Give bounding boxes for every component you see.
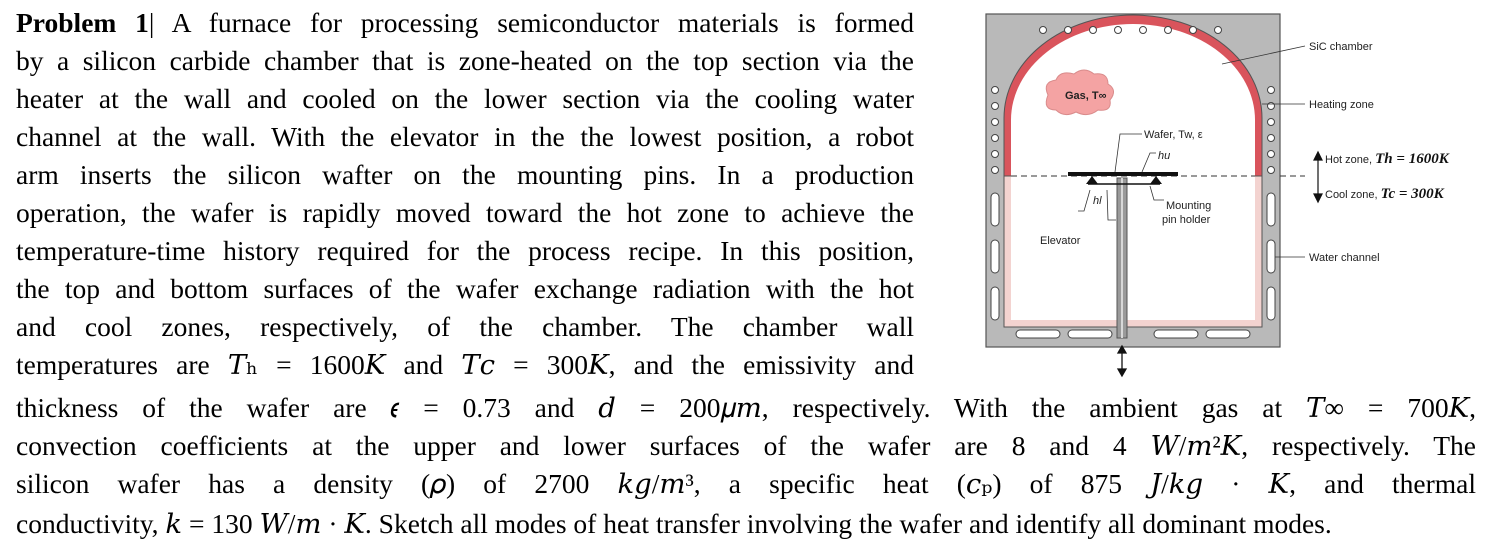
- problem-line-12: convection coefficients at the upper and lower surfaces of the wafer are 8 and 4 𝑊/𝑚²𝐾, respectively. The: [16, 430, 1476, 461]
- problem-line-14: conductivity, 𝑘 = 130 𝑊/𝑚 · 𝐾. Sketch all modes of heat transfer involving the wafer and identify all dominant modes.: [16, 508, 1332, 539]
- elevator-motion-arrow: [1118, 346, 1126, 376]
- zone-arrows: [1314, 152, 1322, 202]
- problem-line-13: silicon wafer has a density (𝜌) of 2700 𝑘𝑔/𝑚³, a specific heat (𝑐ₚ) of 875 𝐽/𝑘𝑔 · 𝐾, and thermal: [16, 468, 1476, 499]
- water-channel-label: Water channel: [1309, 252, 1380, 264]
- problem-line-3: heater at the wall and cooled on the lower section via the cooling water: [16, 83, 914, 114]
- hot-zone-text: Hot zone,: [1325, 154, 1376, 166]
- problem-line-2: by a silicon carbide chamber that is zone-heated on the top section via the: [16, 45, 914, 76]
- hl-label: hl: [1093, 195, 1102, 207]
- problem-line-7: temperature-time history required for the process recipe. In this position,: [16, 235, 914, 266]
- problem-line-10: temperatures are 𝑇ₕ = 1600𝐾 and 𝑇𝑐 = 300𝐾, and the emissivity and: [16, 349, 914, 380]
- inner-cavity-lower: [1011, 176, 1255, 320]
- cool-zone-text: Cool zone,: [1325, 189, 1381, 201]
- problem-line-6: operation, the wafer is rapidly moved toward the hot zone to achieve the: [16, 197, 914, 228]
- cool-zone-equation: Tc = 300K: [1380, 186, 1444, 202]
- hot-zone-equation: Th = 1600K: [1375, 151, 1449, 167]
- sic-chamber-label: SiC chamber: [1309, 41, 1373, 53]
- mounting-label-2: pin holder: [1162, 214, 1211, 226]
- mounting-label-1: Mounting: [1166, 200, 1212, 212]
- problem-line-5: arm inserts the silicon wafter on the mounting pins. In a production: [16, 159, 914, 190]
- wafer-label: Wafer, Tw, ε: [1144, 129, 1203, 141]
- problem-line-1-text: | A furnace for processing semiconductor materials is formed: [148, 7, 914, 38]
- wafer: [1068, 172, 1178, 176]
- furnace-diagram: [970, 0, 1491, 390]
- cool-zone-label: [1325, 186, 1445, 202]
- problem-line-1: [16, 4, 914, 42]
- gas-label: Gas, T∞: [1065, 90, 1107, 102]
- hu-label: hu: [1158, 150, 1171, 162]
- problem-line-4: channel at the wall. With the elevator in the the lowest position, a robot: [16, 121, 914, 152]
- problem-heading: Problem 1: [16, 7, 149, 38]
- heating-zone-label: Heating zone: [1309, 99, 1374, 111]
- problem-line-8: the top and bottom surfaces of the wafer exchange radiation with the hot: [16, 273, 914, 304]
- elevator-label: Elevator: [1040, 235, 1081, 247]
- problem-line-11: thickness of the wafer are 𝜖 = 0.73 and 𝑑 = 200𝜇𝑚, respectively. With the ambient gas at 𝑇∞ = 700𝐾,: [16, 392, 1476, 423]
- hot-zone-label: [1325, 151, 1450, 167]
- problem-line-9: and cool zones, respectively, of the chamber. The chamber wall: [16, 311, 914, 342]
- elevator-shaft-highlight: [1121, 178, 1123, 338]
